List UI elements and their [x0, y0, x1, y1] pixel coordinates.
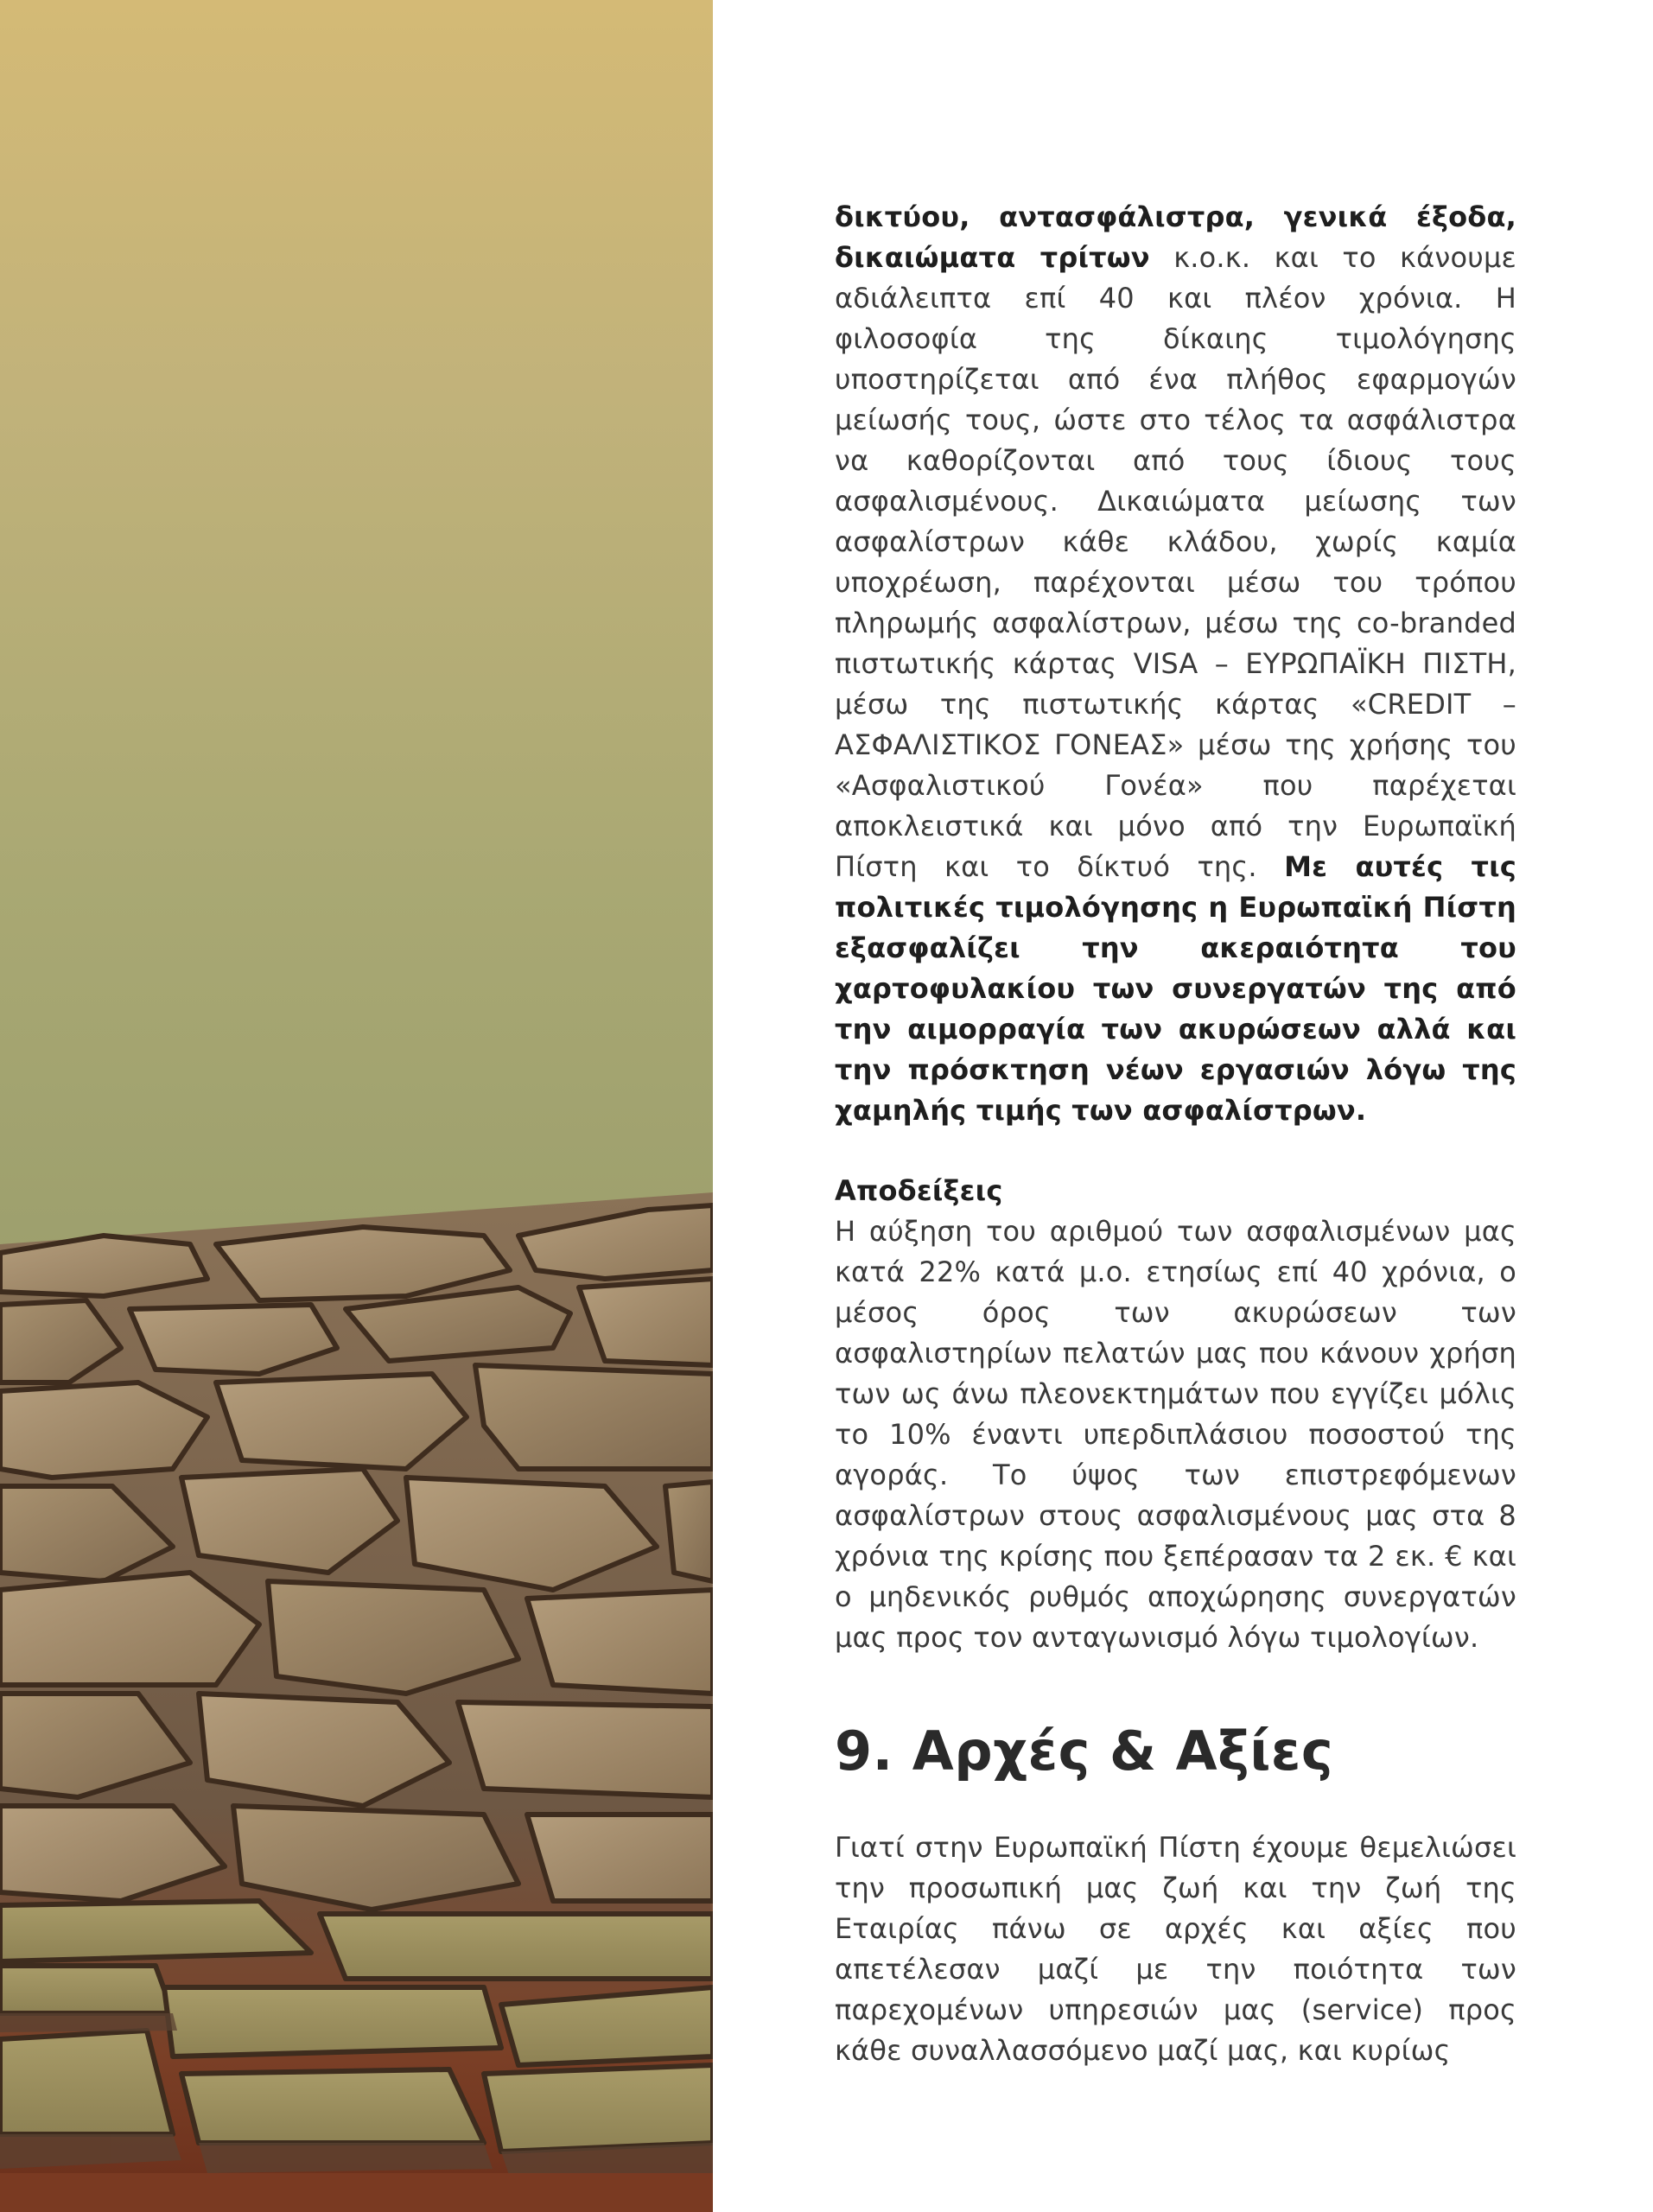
illustration-svg [0, 0, 713, 2212]
red-earth [0, 2173, 713, 2212]
evidence-paragraph: Η αύξηση του αριθμού των ασφαλισμένων μας κατά 22% κατά μ.ο. ετησίως επί 40 χρόνια, ο μέσος όρος των ακυρώσεων των ασφαλιστηρίων πελατών μας που κάνουν χρήση των ως άνω πλεονεκτημάτων που εγγίζει μόλις το 10% έναντι υπερδιπλάσιου ποσοστού της αγοράς. Το ύψος των επιστρεφόμενων ασφαλίστρων στους ασφαλισμένους μας στα 8 χρόνια της κρίσης που ξεπέρασαν τα 2 εκ. € και ο μηδενικός ρυθμός αποχώρησης συνεργατών μας προς τον ανταγωνισμό λόγω τιμολογίων. [835, 1215, 1516, 1654]
pricing-bold-lead: δικτύου, αντασφάλιστρα, γενικά έξοδα, δικαιώματα τρίτων [835, 200, 1516, 274]
cracked-stone-ground-illustration [0, 0, 713, 2212]
pricing-paragraph [835, 197, 1516, 1131]
section-9-paragraph: Γιατί στην Ευρωπαϊκή Πίστη έχουμε θεμελιώσει την προσωπική μας ζωή και την ζωή της Εταιρίας πάνω σε αρχές και αξίες που απετέλεσαν μαζί με την ποιότητα των παρεχομένων υπηρεσιών μας (service) προς κάθε συναλλασσόμενο μαζί μας, και κυρίως [835, 1831, 1516, 2067]
pricing-body-text: κ.ο.κ. και το κάνουμε αδιάλειπτα επί 40 και πλέον χρόνια. Η φιλοσοφία της δίκαιης τιμολόγησης υποστηρίζεται από ένα πλήθος εφαρμογών μείωσής τους, ώστε στο τέλος τα ασφάλιστρα να καθορίζονται από τους ίδιους τους ασφαλισμένους. Δικαιώματα μείωσης των ασφαλίστρων κάθε κλάδου, χωρίς καμία υποχρέωση, παρέχονται μέσω του τρόπου πληρωμής ασφαλίστρων, μέσω της co-branded πιστωτικής κάρτας VISA – ΕΥΡΩΠΑΪΚΗ ΠΙΣΤΗ, μέσω της πιστωτικής κάρτας «CREDIT – ΑΣΦΑΛΙΣΤΙΚΟΣ ΓΟΝΕΑΣ» μέσω της χρήσης του «Ασφαλιστικού Γονέα» που παρέχεται αποκλειστικά και μόνο από την Ευρωπαϊκή Πίστη και το δίκτυό της. [835, 241, 1516, 883]
section-9-heading: 9. Αρχές & Αξίες [835, 1719, 1334, 1783]
article-text-column [835, 197, 1516, 2071]
evidence-heading: Αποδείξεις [835, 1174, 1003, 1207]
pricing-bold-conclusion: Με αυτές τις πολιτικές τιμολόγησης η Ευρωπαϊκή Πίστη εξασφαλίζει την ακεραιότητα του χαρτοφυλακίου των συνεργατών της από την αιμορραγία των ακυρώσεων αλλά και την πρόσκτηση νέων εργασιών λόγω της χαμηλής τιμής των ασφαλίστρων. [835, 850, 1516, 1127]
